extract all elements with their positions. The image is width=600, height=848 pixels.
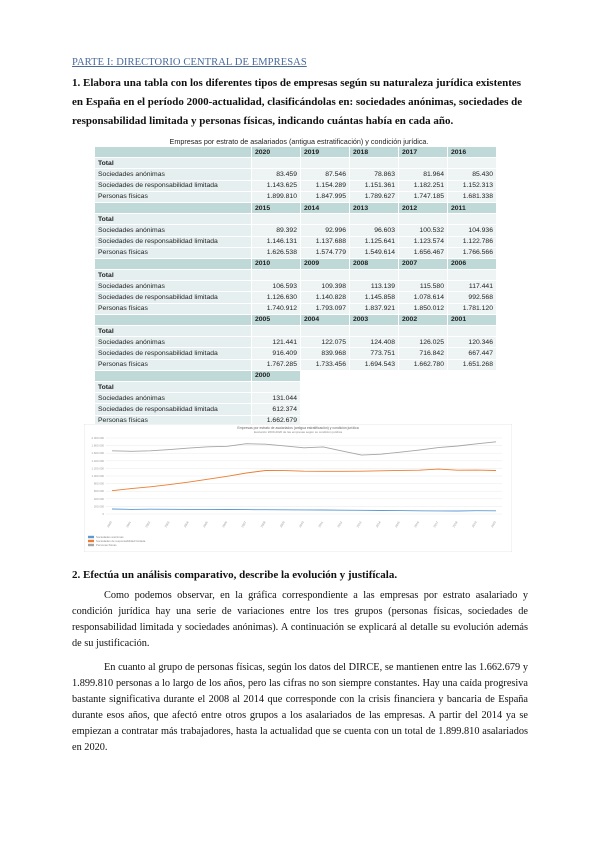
year-header-cell: 2017: [399, 147, 448, 158]
value-cell: 1.078.614: [399, 292, 448, 303]
total-label: Total: [95, 270, 252, 281]
year-header-row: [95, 258, 497, 269]
x-tick-label: 2010: [298, 520, 305, 529]
value-cell: 121.441: [252, 337, 301, 348]
total-cell: [252, 326, 301, 337]
empty-cell: [350, 404, 399, 415]
value-cell: 1.767.285: [252, 359, 301, 370]
year-header-cell: 2019: [301, 147, 350, 158]
y-tick-label: 600.000: [93, 489, 104, 494]
empty-cell: [301, 404, 350, 415]
year-header-cell: 2010: [252, 258, 301, 269]
value-cell: 1.662.679: [252, 415, 301, 426]
empty-cell: [301, 393, 350, 404]
row-label: Sociedades de responsabilidad limitada: [95, 236, 252, 247]
empty-cell: [350, 393, 399, 404]
total-cell: [252, 214, 301, 225]
chart-subtitle: Evolución 2000-2020 de las empresas según su condición jurídica: [253, 430, 343, 434]
x-tick-label: 2008: [259, 520, 267, 529]
value-cell: 1.137.688: [301, 236, 350, 247]
empty-cell: [301, 370, 350, 381]
row-label: Personas físicas: [95, 303, 252, 314]
table-row: [95, 191, 497, 202]
x-tick-label: 2007: [240, 520, 248, 529]
value-cell: 1.146.131: [252, 236, 301, 247]
value-cell: 1.747.185: [399, 191, 448, 202]
value-cell: 1.549.614: [350, 247, 399, 258]
total-cell: [350, 270, 399, 281]
value-cell: 1.182.251: [399, 180, 448, 191]
value-cell: 1.694.543: [350, 359, 399, 370]
empty-cell: [399, 404, 448, 415]
evolution-line-chart: [84, 424, 512, 552]
row-label: Personas físicas: [95, 247, 252, 258]
table-row: [95, 281, 497, 292]
row-label: Sociedades anónimas: [95, 169, 252, 180]
value-cell: 667.447: [448, 348, 497, 359]
table-row: [95, 169, 497, 180]
x-tick-label: 2006: [221, 520, 229, 529]
value-cell: 1.154.289: [301, 180, 350, 191]
row-label: Personas físicas: [95, 191, 252, 202]
empty-cell: [350, 370, 399, 381]
total-cell: [252, 158, 301, 169]
value-cell: 85.430: [448, 169, 497, 180]
total-cell: [350, 326, 399, 337]
year-header-cell: 2015: [252, 202, 301, 213]
year-header-cell: 2018: [350, 147, 399, 158]
y-tick-label: 2.000.000: [91, 436, 104, 440]
empty-cell: [448, 404, 497, 415]
x-tick-label: 2009: [278, 520, 286, 529]
value-cell: 612.374: [252, 404, 301, 415]
table-row: [95, 303, 497, 314]
year-header-cell: 2012: [399, 202, 448, 213]
value-cell: 104.936: [448, 225, 497, 236]
question-1-heading: 1. Elabora una tabla con los diferentes tipos de empresas según su naturaleza jurídica existentes en España en el período 2000-actualidad, clasificándolas en: sociedades anónimas, sociedades de responsabilidad limitada y personas físicas, indicando cuántas había en cada año.: [72, 77, 523, 127]
x-tick-label: 2003: [163, 520, 171, 529]
table-row: [95, 393, 497, 404]
year-header-spacer: [95, 258, 252, 269]
x-tick-label: 2002: [144, 520, 152, 529]
total-cell: [399, 326, 448, 337]
empty-cell: [448, 393, 497, 404]
y-tick-label: 1.400.000: [91, 458, 104, 463]
value-cell: 78.863: [350, 169, 399, 180]
year-header-cell: 2007: [399, 258, 448, 269]
y-tick-label: 1.600.000: [91, 451, 104, 456]
value-cell: 1.140.828: [301, 292, 350, 303]
value-cell: 716.842: [399, 348, 448, 359]
x-tick-label: 2016: [413, 520, 421, 529]
row-label: Personas físicas: [95, 359, 252, 370]
year-header-spacer: [95, 147, 252, 158]
total-cell: [448, 214, 497, 225]
value-cell: 113.139: [350, 281, 399, 292]
total-cell: [350, 214, 399, 225]
total-cell: [301, 214, 350, 225]
total-label: Total: [95, 381, 252, 392]
value-cell: 96.603: [350, 225, 399, 236]
value-cell: 92.996: [301, 225, 350, 236]
x-tick-label: 2015: [394, 520, 401, 529]
value-cell: 1.793.097: [301, 303, 350, 314]
total-label: Total: [95, 214, 252, 225]
value-cell: 1.837.921: [350, 303, 399, 314]
value-cell: 839.968: [301, 348, 350, 359]
value-cell: 1.899.810: [252, 191, 301, 202]
value-cell: 1.151.361: [350, 180, 399, 191]
value-cell: 115.580: [399, 281, 448, 292]
value-cell: 1.847.995: [301, 191, 350, 202]
y-tick-label: 1.800.000: [91, 443, 104, 448]
value-cell: 1.651.268: [448, 359, 497, 370]
table-row: [95, 225, 497, 236]
row-label: Sociedades de responsabilidad limitada: [95, 180, 252, 191]
legend-swatch: [88, 540, 94, 542]
value-cell: 89.392: [252, 225, 301, 236]
year-header-spacer: [95, 202, 252, 213]
value-cell: 81.964: [399, 169, 448, 180]
total-cell: [399, 270, 448, 281]
empty-cell: [448, 370, 497, 381]
value-cell: 1.789.627: [350, 191, 399, 202]
x-tick-label: 2013: [355, 520, 363, 529]
value-cell: 124.408: [350, 337, 399, 348]
analysis-paragraph-2-text: En cuanto al grupo de personas físicas, según los datos del DIRCE, se mantienen entre las 1.662.679 y 1.899.810 personas a lo largo de los años, pero las cifras no son siempre constantes. Hay una caída progresiva bastante significativa durante el 2008 al 2014 que corresponde con la crisis financiera y bancaria de España durante esos años, que afectó entre otros grupos a los asalariados de las empresas. A partir del 2014 ya se empiezan a contratar más trabajadores, hasta la actualidad que se cuenta con un total de 1.899.810 asalariados en 2020.: [72, 662, 528, 753]
year-header-cell: 2005: [252, 314, 301, 325]
value-cell: 1.123.574: [399, 236, 448, 247]
x-tick-label: 2014: [374, 520, 382, 529]
value-cell: 1.662.780: [399, 359, 448, 370]
value-cell: 1.626.538: [252, 247, 301, 258]
year-header-cell: 2006: [448, 258, 497, 269]
y-tick-label: 1.000.000: [91, 474, 104, 478]
table-row: [95, 404, 497, 415]
value-cell: 100.532: [399, 225, 448, 236]
value-cell: 1.733.456: [301, 359, 350, 370]
year-header-cell: 2013: [350, 202, 399, 213]
x-tick-label: 2020: [490, 520, 497, 529]
value-cell: 122.075: [301, 337, 350, 348]
total-cell: [448, 270, 497, 281]
value-cell: 1.781.120: [448, 303, 497, 314]
empty-cell: [399, 393, 448, 404]
value-cell: 106.593: [252, 281, 301, 292]
empty-cell: [399, 370, 448, 381]
x-tick-label: 2004: [182, 520, 190, 529]
x-tick-label: 2005: [202, 520, 209, 529]
y-tick-label: 800.000: [93, 481, 104, 486]
total-row: [95, 381, 497, 392]
total-row: [95, 214, 497, 225]
total-label: Total: [95, 326, 252, 337]
value-cell: 1.681.338: [448, 191, 497, 202]
year-header-row: [95, 370, 497, 381]
row-label: Sociedades anónimas: [95, 337, 252, 348]
year-header-cell: 2003: [350, 314, 399, 325]
total-cell: [399, 158, 448, 169]
x-tick-label: 2001: [125, 520, 133, 529]
empty-cell: [399, 381, 448, 392]
year-header-row: [95, 314, 497, 325]
year-header-spacer: [95, 314, 252, 325]
x-tick-label: 2017: [432, 520, 440, 529]
value-cell: 916.409: [252, 348, 301, 359]
value-cell: 1.574.779: [301, 247, 350, 258]
total-cell: [301, 270, 350, 281]
year-header-cell: 2016: [448, 147, 497, 158]
x-tick-label: 2018: [451, 520, 459, 529]
value-cell: 1.766.566: [448, 247, 497, 258]
year-header-cell: 2002: [399, 314, 448, 325]
total-row: [95, 270, 497, 281]
section-title: PARTE I: DIRECTORIO CENTRAL DE EMPRESAS: [72, 57, 307, 68]
table-row: [95, 348, 497, 359]
total-label: Total: [95, 158, 252, 169]
x-tick-label: 2019: [470, 520, 478, 529]
y-tick-label: 200.000: [93, 504, 104, 509]
row-label: Sociedades anónimas: [95, 281, 252, 292]
total-cell: [448, 326, 497, 337]
total-cell: [350, 158, 399, 169]
table-row: [95, 180, 497, 191]
year-header-cell: 2020: [252, 147, 301, 158]
total-cell: [301, 326, 350, 337]
companies-table: [94, 146, 497, 427]
year-header-cell: 2009: [301, 258, 350, 269]
question-2-heading: 2. Efectúa un análisis comparativo, describe la evolución y justifícala.: [72, 569, 398, 581]
table-title: Empresas por estrato de asalariados (antigua estratificación) y condición jurídica.: [169, 137, 429, 146]
y-tick-label: 1.200.000: [91, 466, 104, 471]
x-tick-label: 2011: [317, 520, 325, 529]
row-label: Sociedades anónimas: [95, 393, 252, 404]
value-cell: 1.740.912: [252, 303, 301, 314]
row-label: Personas físicas: [95, 415, 252, 426]
year-header-cell: 2008: [350, 258, 399, 269]
empty-cell: [448, 381, 497, 392]
year-header-cell: 2011: [448, 202, 497, 213]
value-cell: 992.568: [448, 292, 497, 303]
value-cell: 83.459: [252, 169, 301, 180]
x-tick-label: 2000: [106, 520, 113, 529]
value-cell: 1.143.625: [252, 180, 301, 191]
value-cell: 1.850.012: [399, 303, 448, 314]
table-row: [95, 337, 497, 348]
year-header-spacer: [95, 370, 252, 381]
row-label: Sociedades de responsabilidad limitada: [95, 404, 252, 415]
table-row: [95, 247, 497, 258]
legend-swatch: [88, 536, 94, 538]
x-tick-label: 2012: [336, 520, 344, 529]
value-cell: 120.346: [448, 337, 497, 348]
row-label: Sociedades anónimas: [95, 225, 252, 236]
table-row: [95, 236, 497, 247]
value-cell: 1.125.641: [350, 236, 399, 247]
analysis-paragraph-2: [72, 660, 528, 756]
value-cell: 87.546: [301, 169, 350, 180]
year-header-cell: 2004: [301, 314, 350, 325]
total-cell: [301, 158, 350, 169]
total-row: [95, 158, 497, 169]
row-label: Sociedades de responsabilidad limitada: [95, 348, 252, 359]
analysis-paragraph-1: [72, 588, 528, 652]
value-cell: 1.122.786: [448, 236, 497, 247]
value-cell: 1.656.467: [399, 247, 448, 258]
value-cell: 1.152.313: [448, 180, 497, 191]
y-tick-label: 0: [102, 512, 104, 516]
table-row: [95, 292, 497, 303]
row-label: Sociedades de responsabilidad limitada: [95, 292, 252, 303]
year-header-cell: 2000: [252, 370, 301, 381]
year-header-row: [95, 147, 497, 158]
total-cell: [252, 270, 301, 281]
empty-cell: [301, 381, 350, 392]
legend-label: Personas físicas: [96, 543, 117, 547]
table-row: [95, 359, 497, 370]
value-cell: 126.025: [399, 337, 448, 348]
legend-label: Sociedades de responsabilidad limitada: [96, 539, 146, 543]
empty-cell: [350, 381, 399, 392]
value-cell: 117.441: [448, 281, 497, 292]
total-row: [95, 326, 497, 337]
value-cell: 773.751: [350, 348, 399, 359]
value-cell: 131.044: [252, 393, 301, 404]
year-header-row: [95, 202, 497, 213]
value-cell: 109.398: [301, 281, 350, 292]
value-cell: 1.126.630: [252, 292, 301, 303]
legend-label: Sociedades anónimas: [96, 535, 124, 539]
legend-swatch: [88, 544, 94, 546]
value-cell: 1.145.858: [350, 292, 399, 303]
total-cell: [252, 381, 301, 392]
chart-title: Empresas por estrato de asalariados (antigua estratificación) y condición jurídica: [237, 426, 359, 430]
total-cell: [399, 214, 448, 225]
total-cell: [448, 158, 497, 169]
year-header-cell: 2001: [448, 314, 497, 325]
y-tick-label: 400.000: [93, 496, 104, 501]
year-header-cell: 2014: [301, 202, 350, 213]
chart-frame: [84, 424, 512, 552]
analysis-paragraph-1-text: Como podemos observar, en la gráfica correspondiente a las empresas por estrato asalariado y condición jurídica hay una serie de variaciones entre los tres grupos (personas físicas, sociedades de responsabilidad limitada y sociedades anónimas). A continuación se explicará al detalle su evolución además de su justificación.: [72, 590, 528, 649]
